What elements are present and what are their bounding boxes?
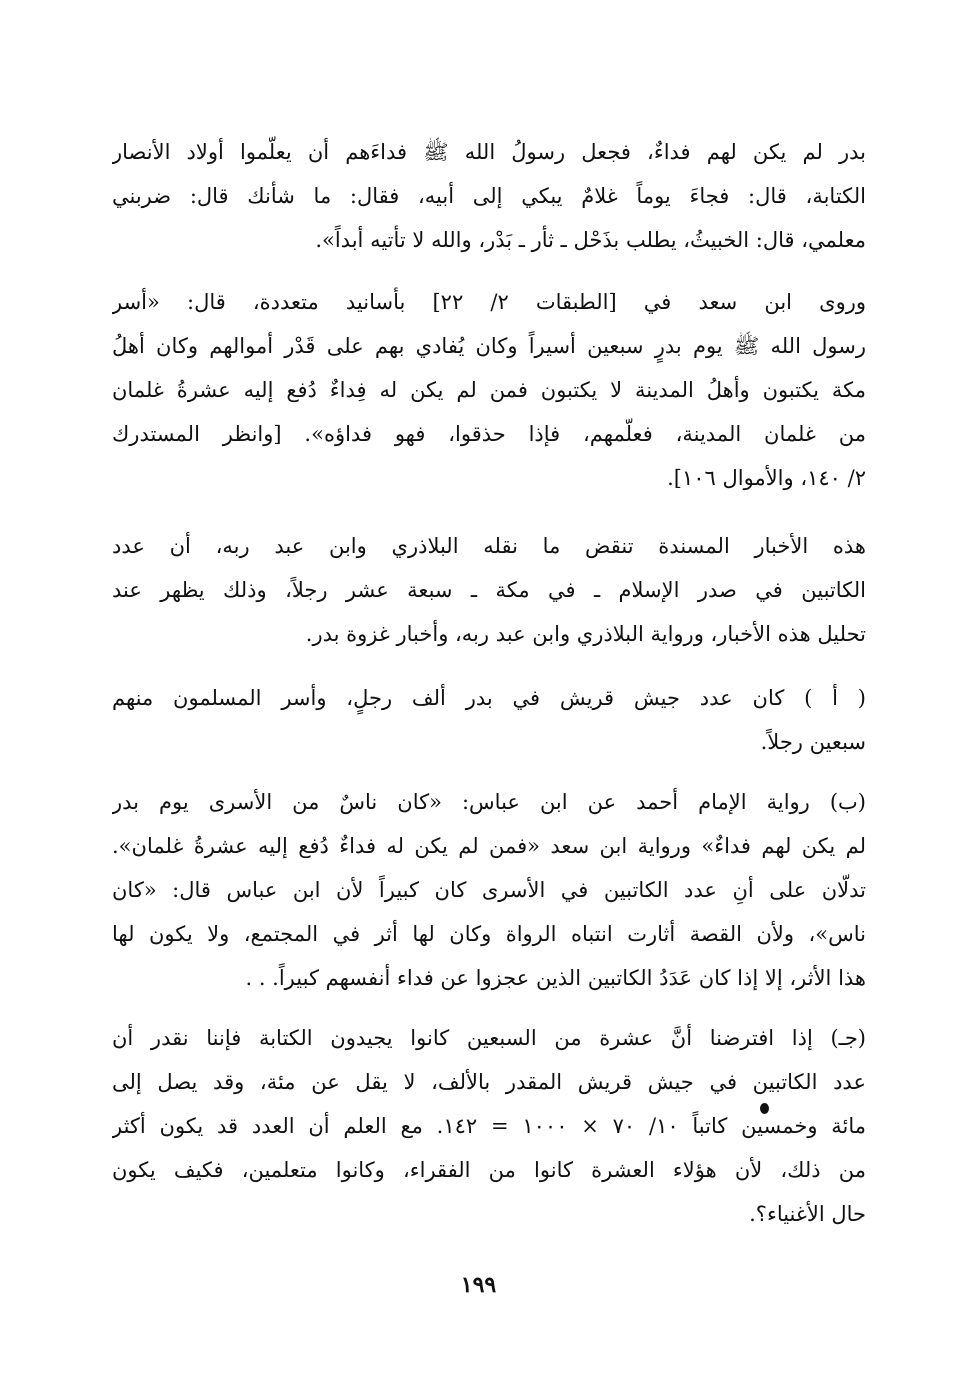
- text-line: مائة وخمسين كاتباً ١٠/ ٧٠ × ١٠٠٠ = ١٤٢. مع العلم أن العدد قد يكون أكثر: [112, 1114, 866, 1138]
- paragraph-4: [112, 676, 866, 764]
- text-line: حال الأغنياء؟.: [749, 1202, 866, 1226]
- text-line: الكاتبين في صدر الإسلام ـ في مكة ـ سبعة عشر رجلاً، وذلك يظهر عند: [112, 578, 866, 602]
- text-line: من ذلك، لأن هؤلاء العشرة كانوا من الفقراء، وكانوا متعلمين، فكيف يكون: [112, 1158, 866, 1182]
- text-line: ٢/ ١٤٠، والأموال ١٠٦].: [667, 466, 866, 490]
- text-line: (ب) رواية الإمام أحمد عن ابن عباس: «كان ناسٌ من الأسرى يوم بدر: [112, 790, 866, 814]
- paragraph-6: [112, 1016, 866, 1236]
- text-line: (جـ) إذا افترضنا أنَّ عشرة من السبعين كانوا يجيدون الكتابة فإننا نقدر أن: [112, 1026, 866, 1050]
- text-line: الكتابة، قال: فجاءَ يوماً غلامٌ يبكي إلى أبيه، فقال: ما شأنك قال: ضربني: [112, 184, 866, 208]
- text-line: تحليل هذه الأخبار، ورواية البلاذري وابن عبد ربه، وأخبار غزوة بدر.: [305, 622, 866, 646]
- text-line: رسول الله ﷺ يوم بدرٍ سبعين أسيراً وكان يُفادي بهم على قَدْر أموالهم وكان أهلُ: [112, 334, 866, 358]
- text-line: عدد الكاتبين في جيش قريش المقدر بالألف، لا يقل عن مئة، وقد يصل إلى: [112, 1070, 866, 1094]
- paragraph-3: [112, 524, 866, 656]
- paragraph-1: [112, 130, 866, 262]
- text-line: هذا الأثر، إلا إذا كان عَدَدُ الكاتبين الذين عجزوا عن فداء أنفسهم كبيراً. . .: [245, 966, 866, 990]
- text-line: ( أ ) كان عدد جيش قريش في بدر ألف رجلٍ، وأسر المسلمون منهم: [112, 686, 866, 710]
- paragraph-2: [112, 280, 866, 500]
- text-line: لم يكن لهم فداءٌ» ورواية ابن سعد «فمن لم يكن له فداءٌ دُفع إليه عشرةُ غلمان».: [112, 834, 866, 858]
- ink-spot: [760, 1103, 769, 1114]
- text-line: ناس»، ولأن القصة أثارت انتباه الرواة وكان لها أثر في المجتمع، ولا يكون لها: [112, 922, 866, 946]
- text-line: مكة يكتبون وأهلُ المدينة لا يكتبون فمن لم يكن له فِداءٌ دُفع إليه عشرةُ غلمان: [112, 378, 866, 402]
- text-line: وروى ابن سعد في [الطبقات ٢/ ٢٢] بأسانيد متعددة، قال: «أسر: [112, 290, 866, 314]
- page-number: ١٩٩: [460, 1272, 497, 1298]
- paragraph-5: [112, 780, 866, 1000]
- text-line: بدر لم يكن لهم فداءٌ، فجعل رسولُ الله ﷺ فداءَهم أن يعلّموا أولاد الأنصار: [112, 140, 866, 164]
- text-line: من غلمان المدينة، فعلّمهم، فإذا حذقوا، فهو فداؤه». [وانظر المستدرك: [112, 422, 866, 446]
- text-line: سبعين رجلاً.: [760, 730, 866, 754]
- text-line: تدلّان على أنِ عدد الكاتبين في الأسرى كان كبيراً لأن ابن عباس قال: «كان: [112, 878, 866, 902]
- text-line: معلمي، قال: الخبيثُ، يطلب بذَحْل ـ ثأر ـ بَدْر، والله لا تأتيه أبداً».: [315, 228, 866, 252]
- text-line: هذه الأخبار المسندة تنقض ما نقله البلاذري وابن عبد ربه، أن عدد: [112, 534, 866, 558]
